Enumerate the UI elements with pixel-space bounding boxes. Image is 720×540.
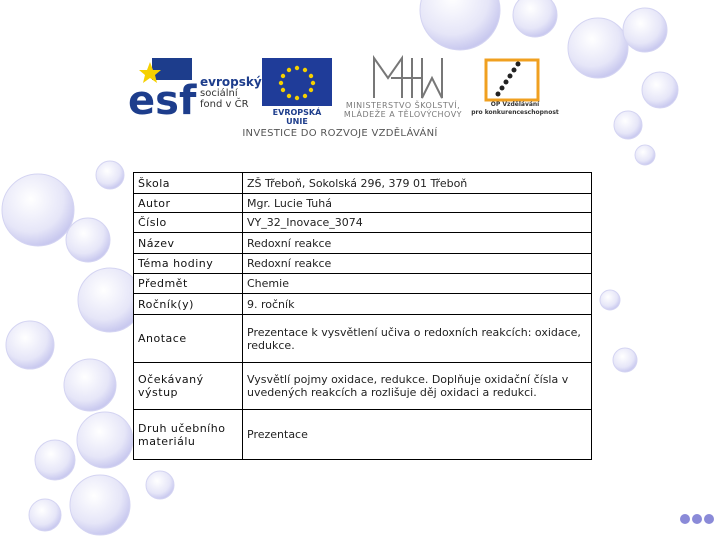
row-label: Autor bbox=[134, 194, 243, 213]
msmt-line-2: MLÁDEŽE A TĚLOVÝCHOVY bbox=[343, 110, 463, 119]
esf-logo bbox=[128, 58, 197, 124]
row-value: Redoxní reakce bbox=[243, 254, 592, 274]
slogan: INVESTICE DO ROZVOJE VZDĚLÁVÁNÍ bbox=[242, 128, 438, 139]
table-row bbox=[134, 173, 592, 194]
esf-caption bbox=[200, 77, 262, 110]
op-caption bbox=[470, 101, 560, 117]
table-row bbox=[134, 233, 592, 254]
row-value: 9. ročník bbox=[243, 294, 592, 315]
row-value: VY_32_Inovace_3074 bbox=[243, 213, 592, 233]
row-value: Vysvětlí pojmy oxidace, redukce. Doplňuje oxidační čísla v uvedených reakcích a rozlišuje děj oxidaci a redukci. bbox=[243, 363, 592, 410]
msmt-caption bbox=[338, 101, 468, 119]
table-row bbox=[134, 213, 592, 233]
row-value: Chemie bbox=[243, 274, 592, 294]
row-label: Druh učebního materiálu bbox=[134, 410, 243, 460]
row-label: Téma hodiny bbox=[134, 254, 243, 274]
row-value: Prezentace k vysvětlení učiva o redoxních reakcích: oxidace, redukce. bbox=[243, 315, 592, 363]
nav-dot-icon[interactable] bbox=[704, 514, 714, 524]
row-value: ZŠ Třeboň, Sokolská 296, 379 01 Třeboň bbox=[243, 173, 592, 194]
row-value: Redoxní reakce bbox=[243, 233, 592, 254]
row-value: Prezentace bbox=[243, 410, 592, 460]
op-line-2: pro konkurenceschopnost bbox=[471, 109, 559, 116]
row-label: Název bbox=[134, 233, 243, 254]
msmt-line-1: MINISTERSTVO ŠKOLSTVÍ, bbox=[345, 101, 461, 110]
esf-line-3: fond v ČR bbox=[200, 99, 249, 110]
table-row bbox=[134, 410, 592, 460]
row-label: Anotace bbox=[134, 315, 243, 363]
table-row bbox=[134, 274, 592, 294]
op-vzdelavani-logo bbox=[486, 60, 538, 100]
eu-caption: EVROPSKÁ UNIE bbox=[272, 108, 322, 126]
esf-line-1: evropský bbox=[200, 75, 262, 89]
table-row bbox=[134, 194, 592, 213]
svg-text:esf: esf bbox=[128, 78, 197, 124]
row-label: Předmět bbox=[134, 274, 243, 294]
row-label: Ročník(y) bbox=[134, 294, 243, 315]
row-value: Mgr. Lucie Tuhá bbox=[243, 194, 592, 213]
msmt-logo bbox=[374, 58, 442, 98]
row-label: Očekávaný výstup bbox=[134, 363, 243, 410]
row-label: Číslo bbox=[134, 213, 243, 233]
table-row bbox=[134, 315, 592, 363]
table-row bbox=[134, 294, 592, 315]
nav-dot-icon[interactable] bbox=[692, 514, 702, 524]
esf-line-2: sociální bbox=[200, 88, 238, 99]
table-row bbox=[134, 363, 592, 410]
eu-flag-logo bbox=[262, 58, 332, 106]
op-line-1: OP Vzdělávání bbox=[490, 101, 540, 108]
info-table bbox=[133, 172, 592, 460]
table-row bbox=[134, 254, 592, 274]
row-label: Škola bbox=[134, 173, 243, 194]
slide-nav bbox=[678, 509, 714, 528]
nav-dot-icon[interactable] bbox=[680, 514, 690, 524]
